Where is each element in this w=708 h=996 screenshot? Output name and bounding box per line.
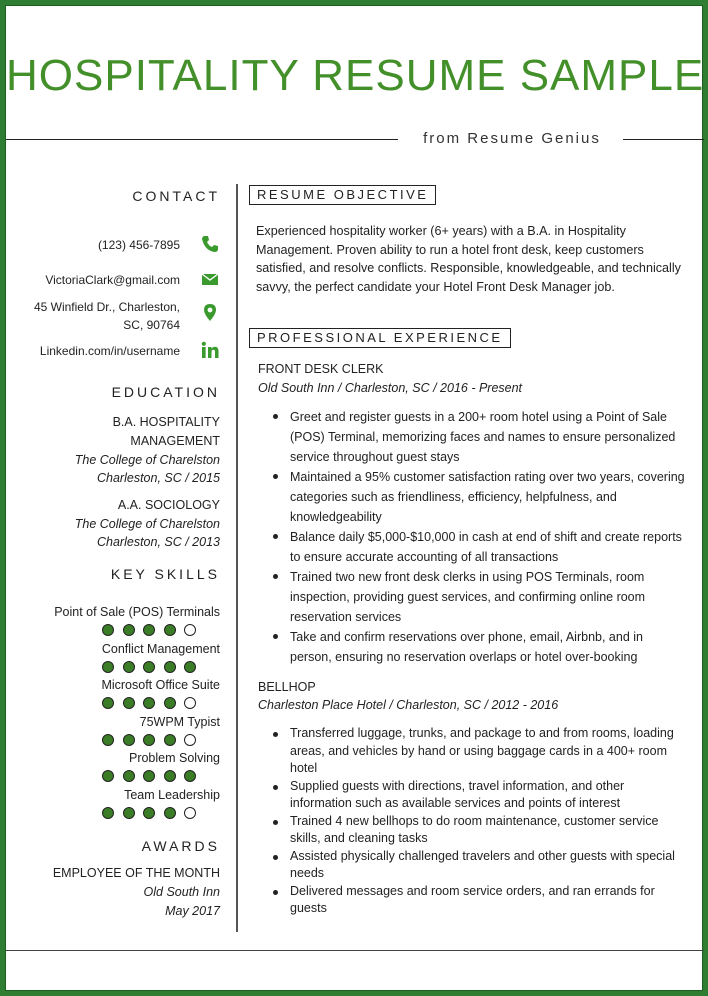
rating-dot-filled <box>123 734 135 746</box>
job-1-bullet: Maintained a 95% customer satisfaction rating over two years, covering categories such as friendliness, efficiency, helpfulness, and knowledgeability <box>268 467 688 527</box>
contact-linkedin-row <box>6 340 220 362</box>
job-2-bullet: Delivered messages and room service orders, and ran errands for guests <box>268 883 688 918</box>
rating-dot-filled <box>143 661 155 673</box>
skill-rating <box>102 770 220 784</box>
rating-dot-filled <box>102 697 114 709</box>
job-1-company: Old South Inn / Charleston, SC / 2016 - Present <box>258 381 523 395</box>
skill-rating <box>102 661 220 675</box>
job-2-bullet: Trained 4 new bellhops to do room maintenance, customer service skills, and cleaning tasks <box>268 813 688 848</box>
rating-dot-filled <box>102 624 114 636</box>
rating-dot-filled <box>123 770 135 782</box>
education-degree-2: A.A. SOCIOLOGY <box>117 498 220 512</box>
rating-dot-filled <box>123 624 135 636</box>
objective-heading: RESUME OBJECTIVE <box>249 185 436 205</box>
skill-rating <box>102 697 220 711</box>
rating-dot-empty <box>184 624 196 636</box>
rating-dot-empty <box>184 734 196 746</box>
column-divider <box>236 184 238 932</box>
education-place-1: Charleston, SC / 2015 <box>97 471 220 485</box>
job-1-bullet: Greet and register guests in a 200+ room hotel using a Point of Sale (POS) Terminal, memorizing faces and names to ensure personalized service throughout guest stays <box>268 407 688 467</box>
contact-heading: CONTACT <box>132 188 220 204</box>
skill-rating <box>102 807 220 821</box>
education-school-2: The College of Charelston <box>74 517 220 531</box>
phone-icon <box>200 234 220 254</box>
rating-dot-filled <box>123 807 135 819</box>
job-1-bullet: Trained two new front desk clerks in using POS Terminals, room inspection, providing guest services, and confirming online room reservation services <box>268 567 688 627</box>
job-2-company: Charleston Place Hotel / Charleston, SC / 2012 - 2016 <box>258 698 559 712</box>
objective-text: Experienced hospitality worker (6+ years) with a B.A. in Hospitality Management. Proven ability to run a hotel front desk, keep customers satisfied, and resolve conflicts. Responsible, knowledgeable, and technically savvy, the perfect candidate your Hotel Front Desk Manager job. <box>256 224 681 294</box>
education-place-2: Charleston, SC / 2013 <box>97 535 220 549</box>
rating-dot-filled <box>143 697 155 709</box>
footer-rule <box>6 950 704 951</box>
rating-dot-filled <box>184 770 196 782</box>
contact-email: VictoriaClark@gmail.com <box>45 273 180 287</box>
award-title: EMPLOYEE OF THE MONTH <box>52 866 220 880</box>
skill-rating <box>102 624 220 638</box>
rating-dot-filled <box>164 770 176 782</box>
skills-heading: KEY SKILLS <box>110 566 220 582</box>
contact-address-row <box>6 299 220 339</box>
rating-dot-filled <box>164 624 176 636</box>
skill-name: Conflict Management <box>101 641 220 656</box>
job-1-bullet: Balance daily $5,000-$10,000 in cash at end of shift and create reports to ensure accurate accounting of all transactions <box>268 527 688 567</box>
mail-icon <box>200 269 220 289</box>
skill-name: Problem Solving <box>128 751 220 765</box>
contact-address-line2: SC, 90764 <box>123 318 180 332</box>
rating-dot-filled <box>102 807 114 819</box>
resume-source: from Resume Genius <box>423 130 601 147</box>
job-2-bullet: Assisted physically challenged travelers and other guests with special needs <box>268 848 688 883</box>
skill-rating <box>102 734 220 748</box>
rating-dot-filled <box>143 770 155 782</box>
contact-email-row <box>6 269 220 291</box>
award-date: May 2017 <box>165 904 220 918</box>
contact-phone-row <box>6 234 220 256</box>
experience-heading: PROFESSIONAL EXPERIENCE <box>249 328 511 348</box>
contact-phone: (123) 456-7895 <box>97 238 180 252</box>
job-1-bullet: Take and confirm reservations over phone, email, Airbnb, and in person, ensuring no reservation overlaps or hotel over-booking <box>268 627 688 667</box>
education-degree-1-line2: MANAGEMENT <box>130 434 220 448</box>
location-icon <box>200 303 220 323</box>
education-heading: EDUCATION <box>111 384 220 400</box>
rating-dot-filled <box>123 697 135 709</box>
rating-dot-filled <box>143 624 155 636</box>
skill-name: Point of Sale (POS) Terminals <box>54 605 220 619</box>
job-2-title: BELLHOP <box>258 680 316 694</box>
contact-linkedin: Linkedin.com/in/username <box>39 344 180 358</box>
education-school-1: The College of Charelston <box>74 453 220 467</box>
rating-dot-filled <box>102 770 114 782</box>
job-2-bullets <box>268 725 688 918</box>
resume-page <box>5 5 703 991</box>
rating-dot-filled <box>143 734 155 746</box>
rating-dot-filled <box>102 734 114 746</box>
rating-dot-filled <box>184 661 196 673</box>
education-degree-1-line1: B.A. HOSPITALITY <box>112 415 220 429</box>
linkedin-icon <box>200 340 220 360</box>
skill-name: Microsoft Office Suite <box>101 678 220 692</box>
rating-dot-filled <box>102 661 114 673</box>
rating-dot-filled <box>164 697 176 709</box>
rating-dot-filled <box>143 807 155 819</box>
award-org: Old South Inn <box>143 885 220 899</box>
contact-address-line1: 45 Winfield Dr., Charleston, <box>33 300 180 314</box>
job-1-title: FRONT DESK CLERK <box>258 362 384 376</box>
awards-heading: AWARDS <box>141 838 220 854</box>
skill-name: 75WPM Typist <box>139 714 220 729</box>
skill-name: Team Leadership <box>124 787 220 802</box>
rating-dot-filled <box>164 734 176 746</box>
job-2-bullet: Supplied guests with directions, travel information, and other information such as available services and points of interest <box>268 778 688 813</box>
rating-dot-filled <box>164 807 176 819</box>
resume-title: HOSPITALITY RESUME SAMPLE <box>6 51 705 100</box>
rating-dot-filled <box>123 661 135 673</box>
rating-dot-empty <box>184 697 196 709</box>
job-2-bullet: Transferred luggage, trunks, and package to and from rooms, loading areas, and vehicles by hand or using baggage cards in a 400+ room hotel <box>268 725 688 778</box>
job-1-bullets <box>268 407 688 667</box>
header-rule-right <box>623 139 704 140</box>
header-rule-left <box>6 139 398 140</box>
rating-dot-empty <box>184 807 196 819</box>
rating-dot-filled <box>164 661 176 673</box>
